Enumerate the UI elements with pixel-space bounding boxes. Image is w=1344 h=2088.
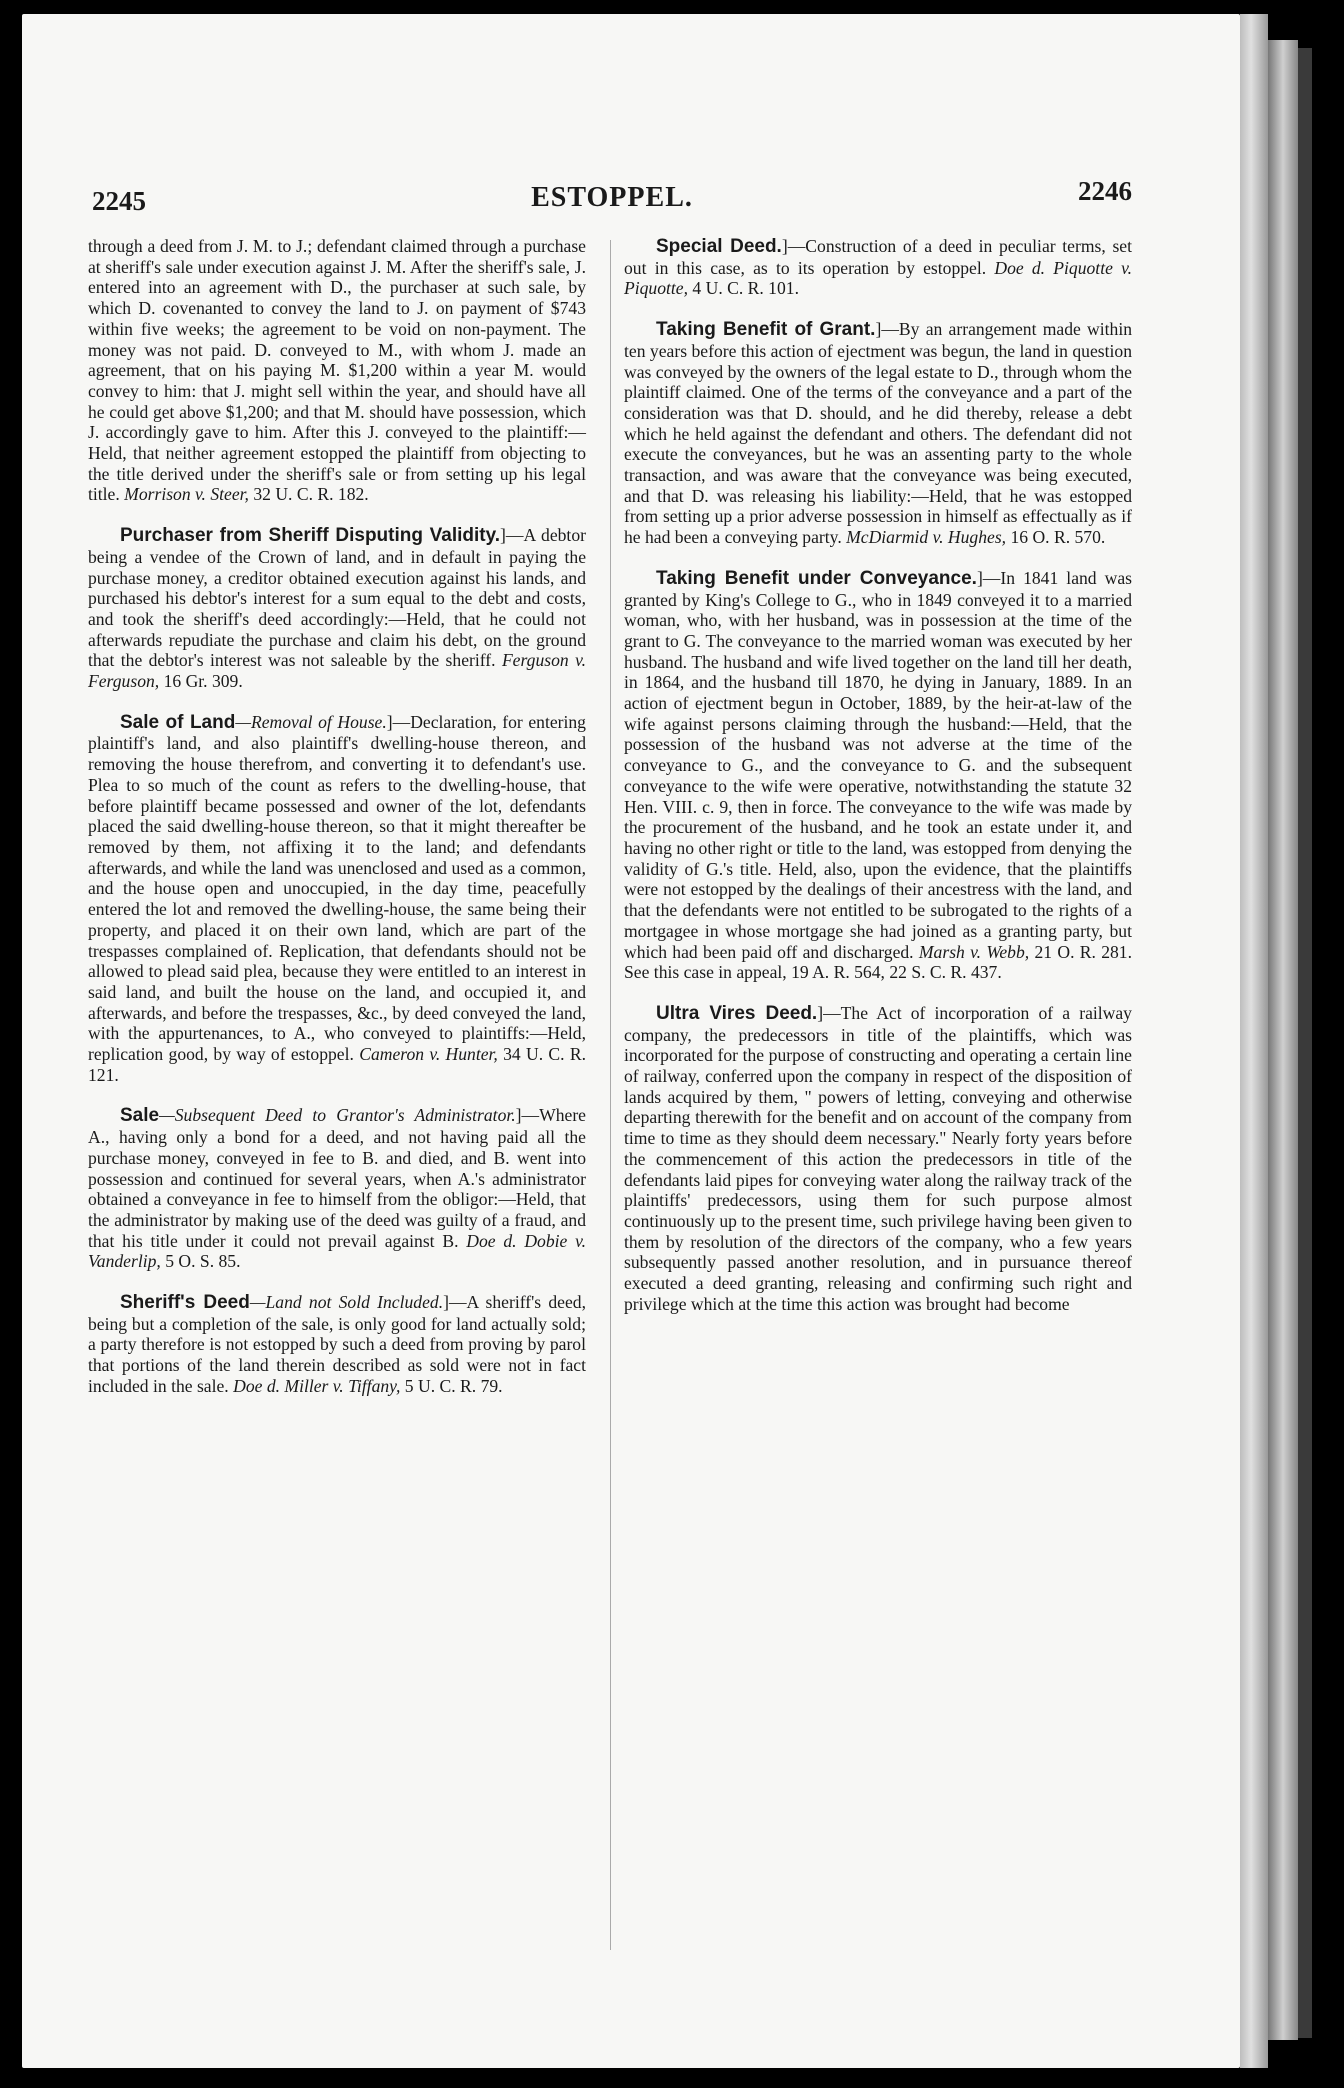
entry-purchaser-from-sheriff: Purchaser from Sheriff Disputing Validity.]—A debtor being a vendee of the Crown of land, and in default in paying the purchase money, a creditor obtained execution against his lands, and purchased his debtor's interest for a sum equal to the debt and costs, and took the sheriff's deed accordingly:—Held, that he could not afterwards repudiate the purchase and claim his debt, on the ground that the debtor's interest was not saleable by the sheriff. Ferguson v. Ferguson, 16 Gr. 309. [88, 525, 586, 692]
entry-taking-benefit-grant: Taking Benefit of Grant.]—By an arrangement made within ten years before this action of ejectment was begun, the land in question was conveyed by the owners of the legal estate to D., through whom the plaintiff claimed. One of the terms of the conveyance and a part of the consideration was that D. should, and he did thereby, release a debt which he held against the defendant and others. The defendant did not execute the conveyances, but he was an assenting party to the whole transaction, and was aware that the conveyance was being executed, and that D. was releasing his liability:—Held, that he was estopped from setting up a prior adverse possession in himself as effectually as if he had been a conveying party. McDiarmid v. Hughes, 16 O. R. 570. [624, 319, 1132, 548]
page-stack-edge [1268, 40, 1298, 2040]
page-edge [1240, 14, 1268, 2068]
entry-sale-of-land: Sale of Land—Removal of House.]—Declaration, for entering plaintiff's land, and also plaintiff's dwelling-house thereon, and removing the house therefrom, and converting it to defendant's use. Plea to so much of the count as refers to the dwelling-house, that before plaintiff became possessed and owner of the lot, defendants placed the said dwelling-house thereon, so that it might thereafter be removed by them, not affixing it to the land; and defendants afterwards, and while the land was unenclosed and used as a common, and the house open and unoccupied, in the day time, peacefully entered the lot and removed the dwelling-house, the same being their property, and placed it on their own land, which are part of the trespasses complained of. Replication, that defendants should not be allowed to plead said plea, because they were entitled to an interest in said land, and built the house on the land, and occupied it, and afterwards, and before the trespasses, &c., by deed conveyed the land, with the appurtenances, to A., who conveyed to plaintiffs:—Held, replication good, by way of estoppel. Cameron v. Hunter, 34 U. C. R. 121. [88, 711, 586, 1085]
right-page-number: 2246 [1078, 176, 1132, 206]
entry-ultra-vires-deed: Ultra Vires Deed.]—The Act of incorporation of a railway company, the predecessors in title of the plaintiffs, which was incorporated for the purpose of constructing and operating a certain line of railway, conferred upon the company in respect of the disposition of lands acquired by them, " powers of letting, conveying and otherwise departing therewith for the benefit and on account of the company from time to time as they should deem necessary." Nearly forty years before the commencement of this action the predecessors in title of the defendants laid pipes for conveying water along the railway track of the plaintiffs' predecessors, using them for such purpose almost continuously up to the present time, such privilege having been given to them by resolution of the directors of the company, who a few years subsequently passed another resolution, and in pursuance thereof executed a deed granting, releasing and confirming such right and privilege which at the time this action was brought had become [624, 1002, 1132, 1314]
entry-heading: Taking Benefit under Conveyance. [656, 567, 977, 589]
entry-continuation: through a deed from J. M. to J.; defendant claimed through a purchase at sheriff's sale under execution against J. M. After the sheriff's sale, J. entered into an agreement with D., the purchaser at such sale, by which D. covenanted to convey the land to J. on payment of $743 within five weeks; the agreement to be void on non-payment. The money was not paid. D. conveyed to M., with whom J. made an agreement, that on his paying M. $1,200 within a year M. would convey to him: that J. might sell within the year, and should have all he could get above $1,200; and that M. should have possession, which J. accordingly gave to him. After this J. conveyed to the plaintiff:—Held, that neither agreement estopped the plaintiff from objecting to the title derived under the sheriff's sale or from setting up his legal title. Morrison v. Steer, 32 U. C. R. 182. [88, 236, 586, 505]
entry-sheriffs-deed: Sheriff's Deed—Land not Sold Included.]—A sheriff's deed, being but a completion of the sale, is only good for land actually sold; a party therefore is not estopped by such a deed from proving by parol that portions of the land therein described as sold were not in fact included in the sale. Doe d. Miller v. Tiffany, 5 U. C. R. 79. [88, 1292, 586, 1396]
left-page-number: 2245 [92, 186, 146, 216]
entry-taking-benefit-conveyance: Taking Benefit under Conveyance.]—In 1841 land was granted by King's College to G., who in 1849 conveyed it to a married woman, who, with her husband, was in possession at the time of the grant to G. The conveyance to the married woman was executed by her husband. The husband and wife lived together on the land till her death, in 1864, and the husband till 1870, he dying in January, 1889. In an action of ejectment begun in October, 1889, by the heir-at-law of the wife against persons claiming through the husband:—Held, that the possession of the husband was not adverse at the time of the conveyance to G., and the conveyance to G. and the subsequent conveyance to the wife were operative, notwithstanding the statute 32 Hen. VIII. c. 9, then in force. The conveyance to the wife was made by the procurement of the husband, and he took an estate under it, and having no other right or title to the land, was estopped from denying the validity of G.'s title. Held, also, upon the evidence, that the plaintiffs were not estopped by the dealings of their ancestress with the land, and that the defendants were not entitled to be subrogated to the rights of a mortgagee in whose mortgage she had joined as a granting party, but which had been paid off and discharged. Marsh v. Webb, 21 O. R. 281. See this case in appeal, 19 A. R. 564, 22 S. C. R. 437. [624, 567, 1133, 983]
entry-heading: Sale [120, 1105, 160, 1127]
entry-heading: Ultra Vires Deed. [656, 1002, 818, 1024]
entry-heading: Special Deed. [656, 236, 782, 257]
binding-shadow [1298, 48, 1312, 2038]
entry-special-deed: Special Deed.]—Construction of a deed in peculiar terms, set out in this case, as to its operation by estoppel. Doe d. Piquotte v. Piquotte, 4 U. C. R. 101. [624, 236, 1132, 299]
column-divider [610, 240, 611, 1950]
entry-sale-subsequent-deed: Sale—Subsequent Deed to Grantor's Administrator.]—Where A., having only a bond for a deed, and not having paid all the purchase money, conveyed in fee to B. and died, and B. went into possession and continued for several years, when A.'s administrator obtained a conveyance in fee to himself from the obligor:—Held, that the administrator by making use of the deed was guilty of a fraud, and that his title under it could not prevail against B. Doe d. Dobie v. Vanderlip, 5 O. S. 85. [88, 1105, 586, 1272]
left-column [88, 236, 586, 1417]
right-column [624, 236, 1132, 1334]
entry-heading: Purchaser from Sheriff Disputing Validity. [120, 525, 501, 547]
entry-heading: Sheriff's Deed [120, 1292, 250, 1314]
entry-heading: Taking Benefit of Grant. [656, 319, 876, 341]
running-header [92, 176, 1132, 216]
entry-heading: Sale of Land [120, 711, 236, 733]
running-title: ESTOPPEL. [531, 182, 693, 213]
